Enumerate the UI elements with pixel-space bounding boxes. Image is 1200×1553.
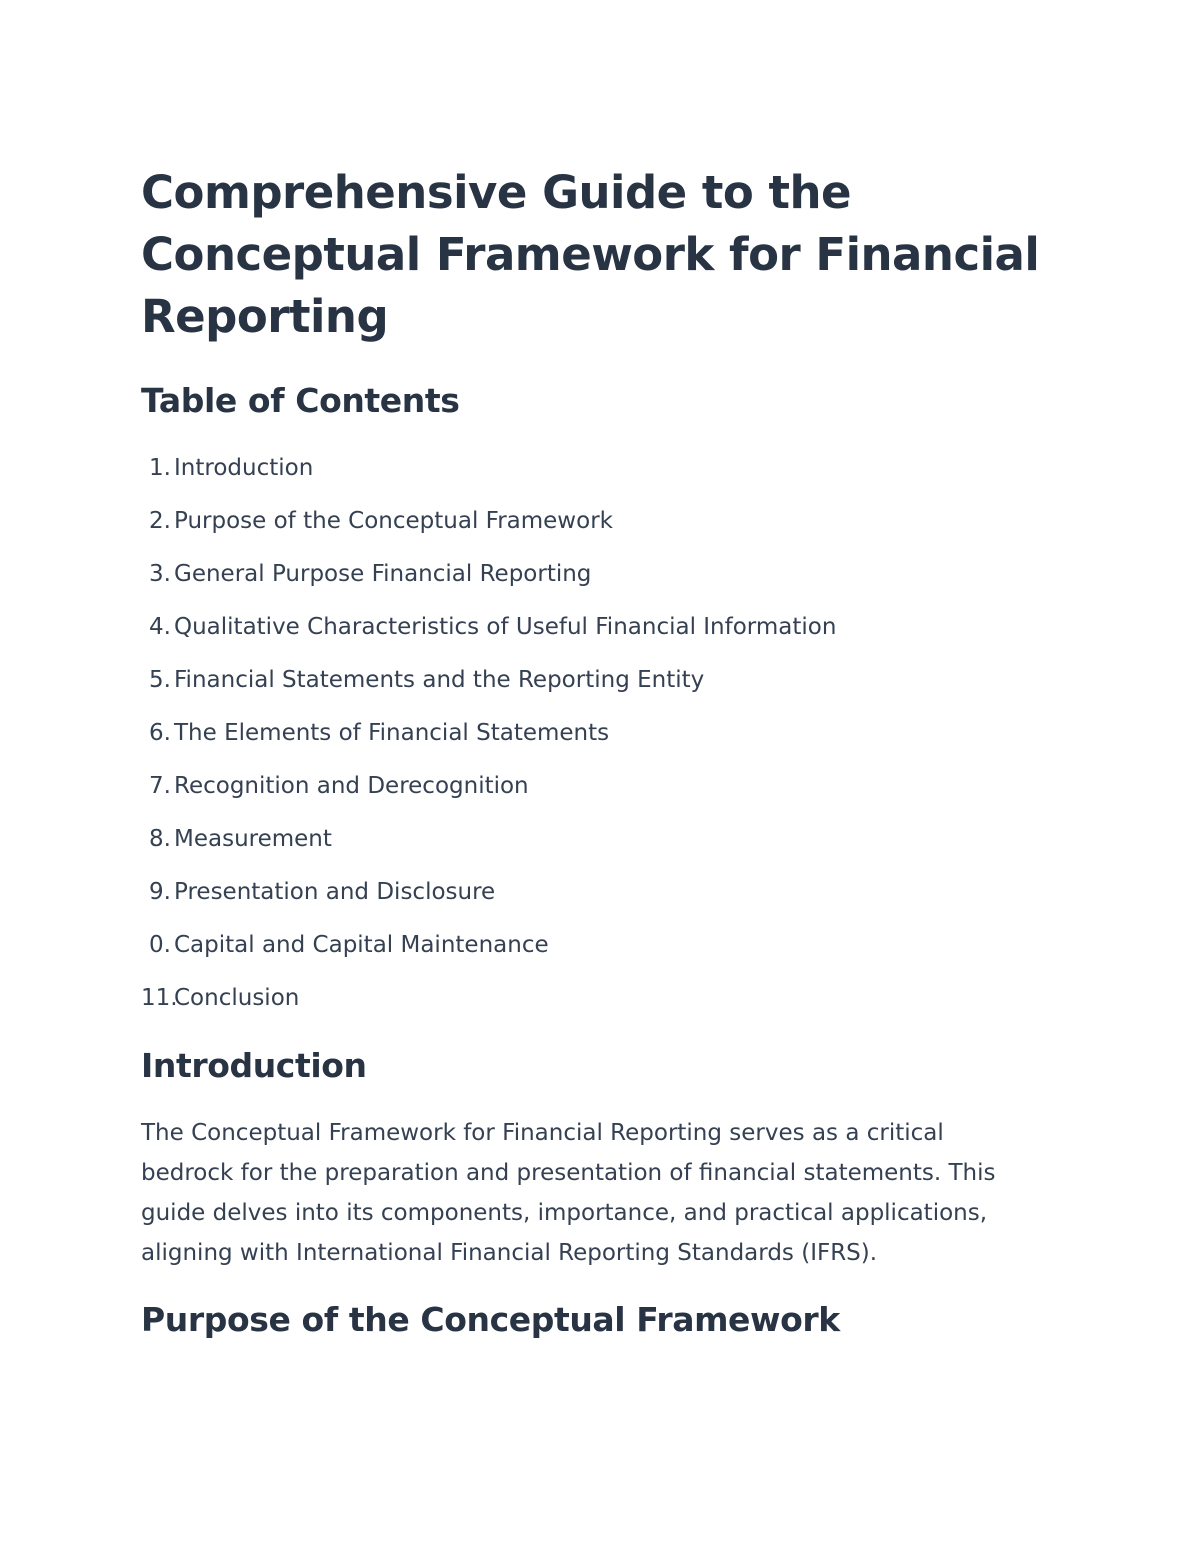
toc-item-number: 4.: [149, 614, 171, 640]
toc-item-qualitative-characteristics: [141, 609, 836, 662]
toc-item-number: 7.: [149, 773, 171, 799]
toc-item-label: The Elements of Financial Statements: [174, 720, 610, 746]
toc-item-label: Conclusion: [174, 985, 300, 1011]
toc-item-number: 9.: [149, 879, 171, 905]
document-title-line: Reporting: [141, 290, 389, 343]
toc-item-number: 6.: [149, 720, 171, 746]
paragraph-line: guide delves into its components, importance, and practical applications,: [141, 1200, 988, 1226]
toc-item-reporting-entity: [141, 662, 836, 715]
toc-item-label: Financial Statements and the Reporting Entity: [174, 667, 705, 693]
document-title-line: Comprehensive Guide to the: [141, 166, 852, 219]
toc-item-label: General Purpose Financial Reporting: [174, 561, 592, 587]
toc-item-recognition: [141, 768, 836, 821]
toc-item-label: Recognition and Derecognition: [174, 773, 529, 799]
toc-item-purpose: [141, 503, 836, 556]
toc-item-general-purpose-reporting: [141, 556, 836, 609]
toc-item-number: 3.: [149, 561, 171, 587]
toc-heading: Table of Contents: [141, 381, 460, 420]
toc-item-label: Purpose of the Conceptual Framework: [174, 508, 613, 534]
toc-item-number: 1.: [149, 455, 171, 481]
toc-item-label: Presentation and Disclosure: [174, 879, 496, 905]
toc-item-number: 2.: [149, 508, 171, 534]
paragraph-line: The Conceptual Framework for Financial Reporting serves as a critical: [141, 1120, 944, 1146]
section-heading-introduction: Introduction: [141, 1046, 367, 1085]
toc-item-label: Measurement: [174, 826, 332, 852]
toc-item-number: 5.: [149, 667, 171, 693]
toc-item-introduction: [141, 450, 836, 503]
paragraph-line: bedrock for the preparation and presentation of financial statements. This: [141, 1160, 996, 1186]
table-of-contents: [141, 450, 836, 1033]
toc-item-measurement: [141, 821, 836, 874]
toc-item-label: Introduction: [174, 455, 314, 481]
toc-item-label: Capital and Capital Maintenance: [174, 932, 549, 958]
paragraph-line: aligning with International Financial Reporting Standards (IFRS).: [141, 1240, 878, 1266]
toc-item-number: 8.: [149, 826, 171, 852]
toc-item-capital: [141, 927, 836, 980]
toc-item-label: Qualitative Characteristics of Useful Financial Information: [174, 614, 837, 640]
toc-item-elements: [141, 715, 836, 768]
toc-item-conclusion: [141, 980, 836, 1033]
toc-item-presentation: [141, 874, 836, 927]
introduction-paragraph: [141, 1113, 1061, 1273]
document-title: [141, 162, 1041, 348]
document-title-line: Conceptual Framework for Financial: [141, 228, 1040, 281]
toc-item-number: 11.: [141, 985, 178, 1011]
section-heading-purpose: Purpose of the Conceptual Framework: [141, 1300, 840, 1339]
toc-item-number: 0.: [149, 932, 171, 958]
